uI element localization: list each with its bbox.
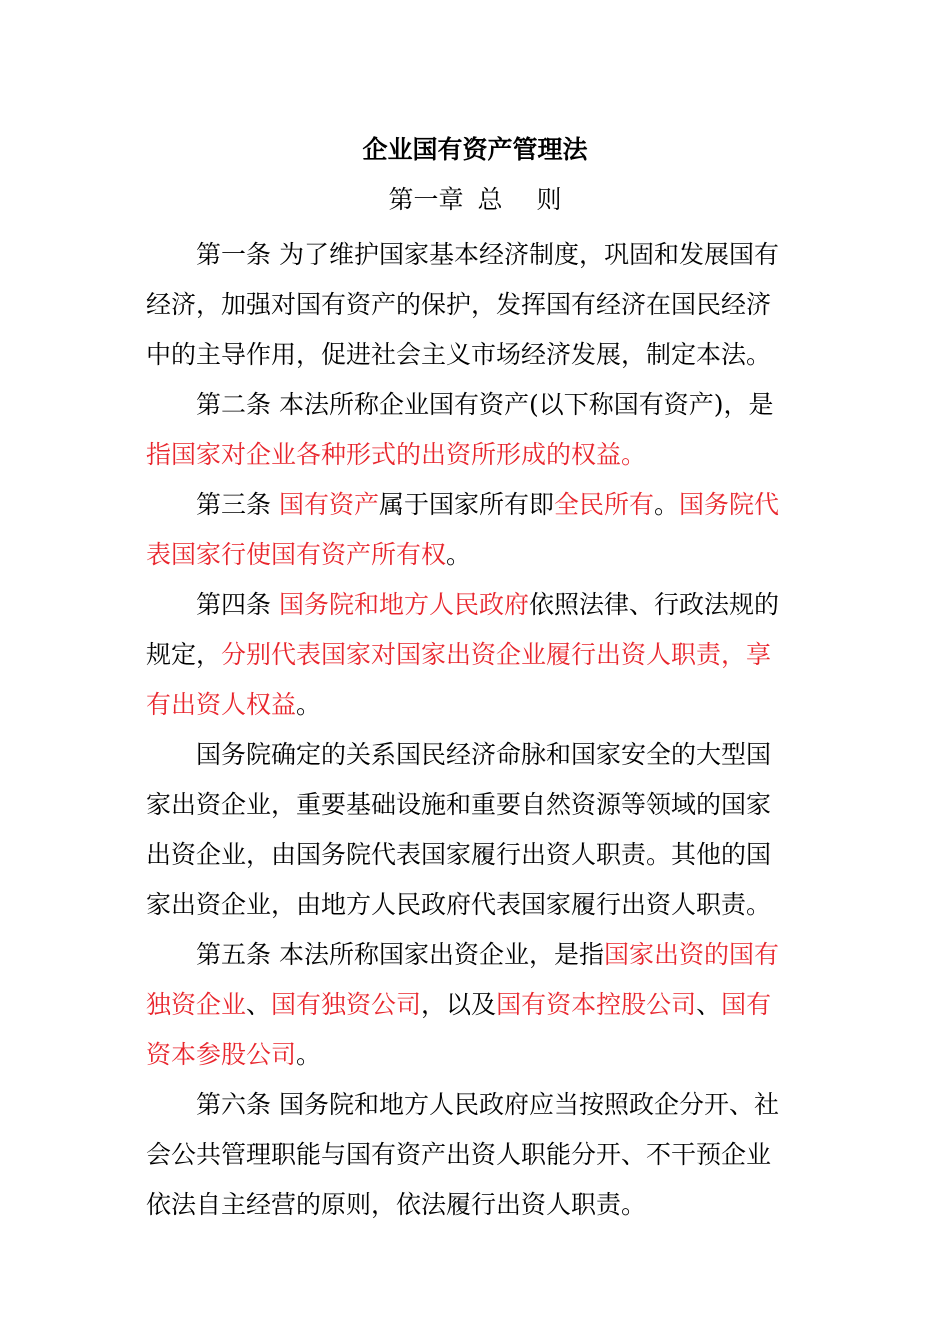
highlighted-text: 国家出资的国有: [603, 940, 779, 969]
text-run: 规定，: [146, 640, 222, 669]
text-run: 。: [296, 1040, 322, 1069]
text-run: 依照法律、行政法规的: [528, 590, 779, 619]
highlighted-text: 分别代表国家对国家出资企业履行出资人职责，享: [221, 640, 772, 669]
text-line: [146, 780, 802, 830]
chapter-heading: [0, 182, 950, 218]
text-run: 、: [246, 990, 272, 1019]
text-run: ，以及: [421, 990, 497, 1019]
text-line: [146, 830, 802, 880]
chapter-name-part-2: 则: [536, 185, 562, 214]
text-line: [146, 680, 802, 730]
text-run: 出资企业，由国务院代表国家履行出资人职责。其他的国: [146, 840, 772, 869]
highlighted-text: 有出资人权益: [146, 690, 297, 719]
chapter-prefix: 第一章: [388, 185, 464, 214]
text-run: 。: [446, 540, 472, 569]
text-line: [146, 630, 802, 680]
text-line: [146, 230, 802, 280]
text-line: [146, 330, 802, 380]
text-run: 经济，加强对国有资产的保护，发挥国有经济在国民经济: [146, 290, 772, 319]
highlighted-text: 国有: [721, 990, 772, 1019]
text-run: 第四条: [196, 590, 279, 619]
text-run: 第一条 为了维护国家基本经济制度，巩固和发展国有: [196, 240, 779, 269]
text-run: 第二条 本法所称企业国有资产(以下称国有资产)，是: [196, 390, 774, 419]
highlighted-text: 全民所有: [553, 490, 654, 519]
text-line: [146, 880, 802, 930]
text-line: [146, 480, 802, 530]
text-run: 会公共管理职能与国有资产出资人职能分开、不干预企业: [146, 1140, 772, 1169]
text-run: 、: [696, 990, 722, 1019]
text-run: 第五条 本法所称国家出资企业，是指: [196, 940, 604, 969]
text-line: [146, 530, 802, 580]
highlighted-text: 国有独资公司: [271, 990, 422, 1019]
text-line: [146, 280, 802, 330]
highlighted-text: 资本参股公司: [146, 1040, 297, 1069]
text-line: [146, 380, 802, 430]
highlighted-text: 国务院代: [679, 490, 780, 519]
text-line: [146, 1030, 802, 1080]
text-run: 中的主导作用，促进社会主义市场经济发展，制定本法。: [146, 340, 772, 369]
text-run: 第三条: [196, 490, 279, 519]
highlighted-text: 国有资本控股公司: [496, 990, 697, 1019]
text-run: 属于国家所有即: [378, 490, 554, 519]
text-line: [146, 730, 802, 780]
text-run: 第六条 国务院和地方人民政府应当按照政企分开、社: [196, 1090, 779, 1119]
text-line: [146, 980, 802, 1030]
text-line: [146, 1180, 802, 1230]
text-run: 家出资企业，由地方人民政府代表国家履行出资人职责。: [146, 890, 772, 919]
text-line: [146, 430, 802, 480]
highlighted-text: 国务院和地方人民政府: [278, 590, 529, 619]
text-run: 。: [654, 490, 680, 519]
highlighted-text: 指国家对企业各种形式的出资所形成的权益。: [146, 440, 647, 469]
text-line: [146, 580, 802, 630]
text-line: [146, 1080, 802, 1130]
text-run: 国务院确定的关系国民经济命脉和国家安全的大型国: [196, 740, 772, 769]
text-run: 依法自主经营的原则，依法履行出资人职责。: [146, 1190, 647, 1219]
chapter-name-part-1: 总: [477, 185, 503, 214]
text-run: 。: [296, 690, 322, 719]
text-line: [146, 930, 802, 980]
text-line: [146, 1130, 802, 1180]
highlighted-text: 独资企业: [146, 990, 247, 1019]
text-run: 家出资企业，重要基础设施和重要自然资源等领域的国家: [146, 790, 772, 819]
document-title: 企业国有资产管理法: [362, 135, 588, 164]
highlighted-text: 表国家行使国有资产所有权: [146, 540, 447, 569]
highlighted-text: 国有资产: [278, 490, 379, 519]
document-body: [146, 230, 802, 1230]
